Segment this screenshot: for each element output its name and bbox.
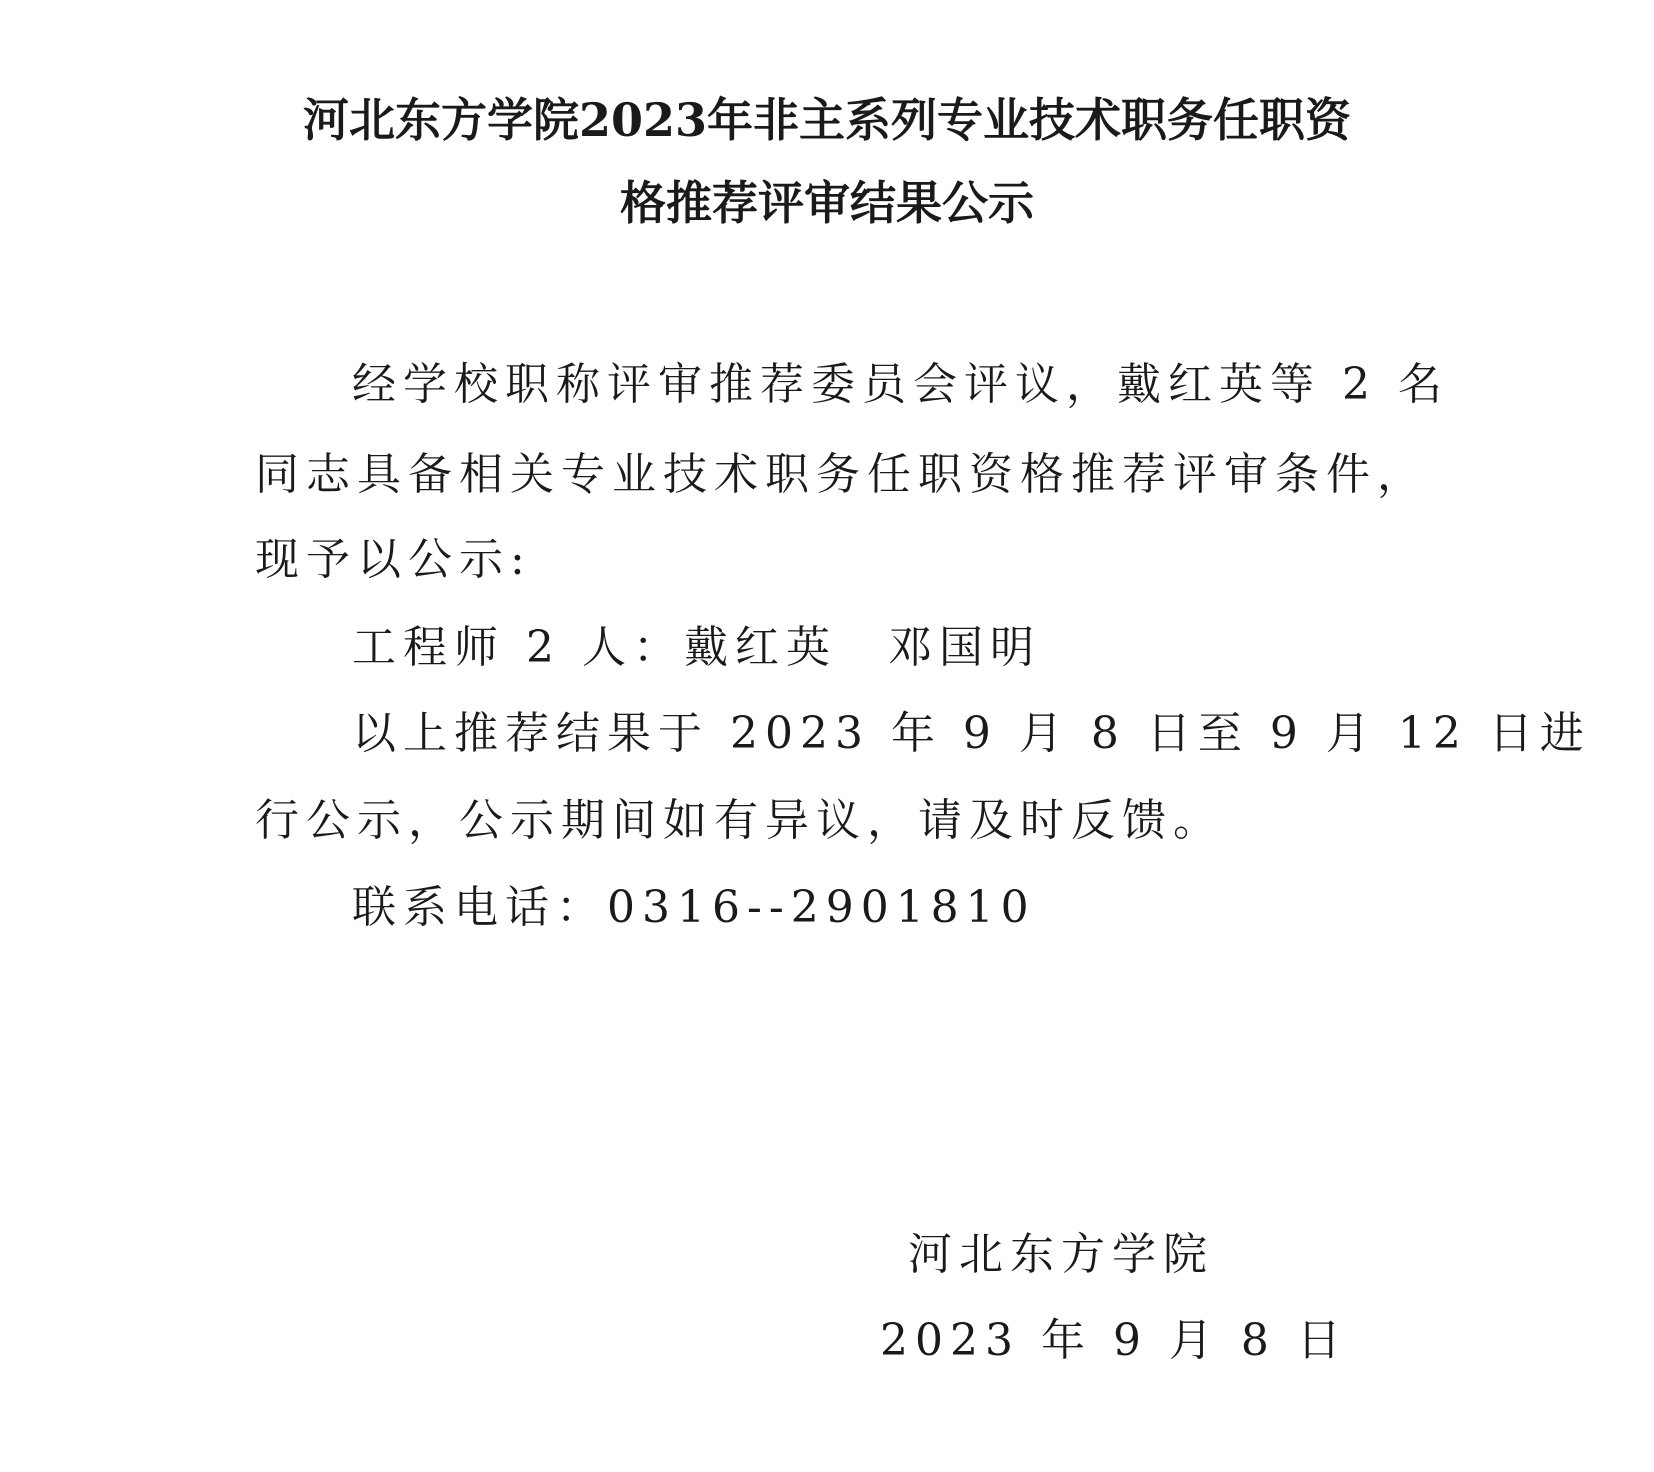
document-title-line-1: 河北东方学院2023年非主系列专业技术职务任职资 <box>302 93 1352 147</box>
contact-phone: 联系电话：0316--2901810 <box>352 882 1036 933</box>
signature-organization: 河北东方学院 <box>908 1229 1214 1280</box>
paragraph-1-line-1: 经学校职称评审推荐委员会评议，戴红英等 2 名 <box>352 359 1449 410</box>
paragraph-1-line-2: 同志具备相关专业技术职务任职资格推荐评审条件， <box>255 449 1428 500</box>
paragraph-3-line-2: 行公示，公示期间如有异议，请及时反馈。 <box>255 795 1224 846</box>
engineer-list-paragraph: 工程师 2 人：戴红英 邓国明 <box>352 622 1041 673</box>
paragraph-1-line-3: 现予以公示: <box>255 534 532 585</box>
signature-date: 2023 年 9 月 8 日 <box>880 1315 1348 1366</box>
document-title-line-2: 格推荐评审结果公示 <box>620 176 1034 230</box>
paragraph-3-line-1: 以上推荐结果于 2023 年 9 月 8 日至 9 月 12 日进 <box>352 708 1591 759</box>
